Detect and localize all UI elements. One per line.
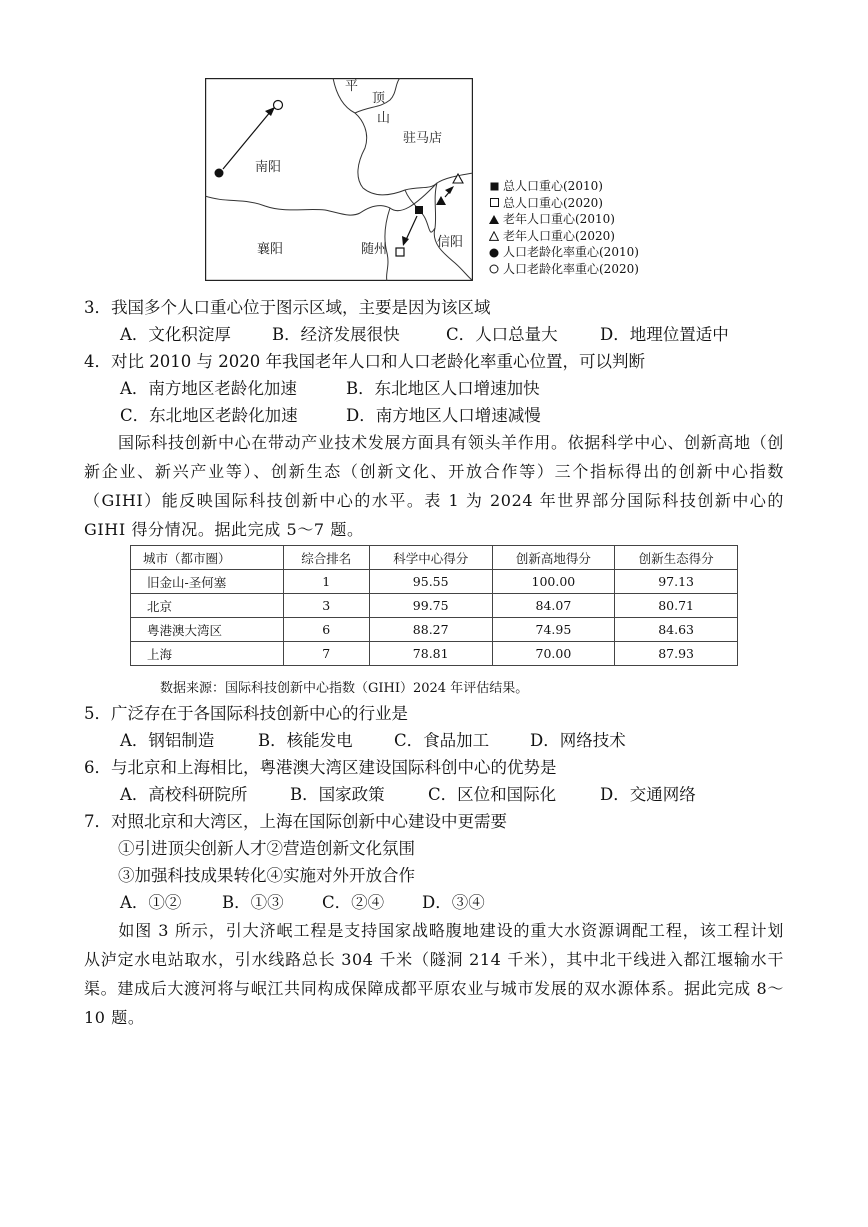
question-4-option-d[interactable]: D．南方地区人口增速减慢 [346, 406, 541, 425]
table-cell: 80.71 [615, 594, 738, 618]
table-header-cell: 城市（都市圈） [131, 546, 284, 570]
question-4-option-c[interactable]: C．东北地区老龄化加速 [120, 406, 298, 425]
table-cell: 88.27 [369, 618, 492, 642]
table-cell: 3 [283, 594, 369, 618]
table-header-row [131, 546, 738, 570]
table-cell: 7 [283, 642, 369, 666]
table-cell: 粤港澳大湾区 [131, 618, 284, 642]
map-label-ding: 顶 [372, 91, 386, 106]
map-label-xiangyang: 襄阳 [257, 242, 284, 257]
table-row [131, 642, 738, 666]
aging-rate-center-2020-marker [274, 101, 283, 110]
intro-paragraph-water-project [84, 916, 784, 1032]
map-label-zhumadian: 驻马店 [403, 131, 443, 146]
question-5-option-c[interactable]: C．食品加工 [394, 731, 490, 750]
legend-label: 人口老龄化率重心(2010) [503, 245, 639, 260]
map-label-shan: 山 [377, 111, 391, 126]
map-label-nanyang: 南阳 [255, 160, 282, 175]
legend-label: 人口老龄化率重心(2020) [503, 261, 639, 276]
table-cell: 70.00 [492, 642, 615, 666]
legend-item [488, 261, 639, 278]
legend-label: 总人口重心(2020) [503, 195, 603, 210]
table-cell: 74.95 [492, 618, 615, 642]
question-7-stem: 7．对照北京和大湾区，上海在国际创新中心建设中更需要 [84, 812, 507, 831]
intro-paragraph-water-project-text: 如图 3 所示，引大济岷工程是支持国家战略腹地建设的重大水资源调配工程，该工程计划从泸定水电站取水，引水线路总长 304 千米（隧洞 214 千米），其中北干线进入都江堰输水干渠。建成后大渡河将与岷江共同构成保障成都平原农业与城市发展的双水源体系。据此完成 8～10 题。 [84, 921, 784, 1027]
legend-item [488, 178, 639, 195]
map-label-suizhou: 随州 [361, 242, 388, 257]
question-3-stem: 3．我国多个人口重心位于图示区域，主要是因为该区域 [84, 298, 491, 317]
table-row [131, 618, 738, 642]
table-header-cell: 创新生态得分 [615, 546, 738, 570]
table-cell: 100.00 [492, 570, 615, 594]
question-5-option-d[interactable]: D．网络技术 [530, 731, 626, 750]
question-7-statements-1-2: ①引进顶尖创新人才②营造创新文化氛围 [118, 839, 415, 858]
question-5-stem: 5．广泛存在于各国际科技创新中心的行业是 [84, 704, 408, 723]
hollow-square-icon [488, 197, 500, 209]
question-4-option-b[interactable]: B．东北地区人口增速加快 [346, 379, 540, 398]
table-cell: 99.75 [369, 594, 492, 618]
total-pop-center-2010-marker [415, 206, 423, 214]
question-6-stem: 6．与北京和上海相比，粤港澳大湾区建设国际科创中心的优势是 [84, 758, 557, 777]
table-header-cell: 综合排名 [283, 546, 369, 570]
filled-triangle-icon [488, 213, 500, 225]
table-cell: 84.63 [615, 618, 738, 642]
table-cell: 上海 [131, 642, 284, 666]
question-3-option-d[interactable]: D．地理位置适中 [600, 325, 729, 344]
question-3-option-c[interactable]: C．人口总量大 [446, 325, 558, 344]
table-cell: 87.93 [615, 642, 738, 666]
gihi-score-table [130, 545, 738, 666]
question-7-option-b[interactable]: B．①③ [222, 893, 284, 912]
table-cell: 6 [283, 618, 369, 642]
legend-label: 老年人口重心(2020) [503, 228, 615, 243]
table-cell: 1 [283, 570, 369, 594]
table-source-note: 数据来源：国际科技创新中心指数（GIHI）2024 年评估结果。 [160, 681, 529, 696]
population-center-map [205, 78, 473, 281]
map-graphic [205, 78, 473, 281]
question-5-option-b[interactable]: B．核能发电 [258, 731, 353, 750]
legend-item [488, 211, 639, 228]
question-4-option-a[interactable]: A．南方地区老龄化加速 [120, 379, 297, 398]
table-header-cell: 创新高地得分 [492, 546, 615, 570]
table-row [131, 570, 738, 594]
question-4-stem: 4．对比 2010 与 2020 年我国老年人口和人口老龄化率重心位置，可以判断 [84, 352, 645, 371]
legend-label: 总人口重心(2010) [503, 179, 603, 193]
map-legend [488, 178, 639, 278]
legend-item [488, 228, 639, 245]
question-7-option-c[interactable]: C．②④ [322, 893, 385, 912]
map-label-xinyang: 信阳 [437, 235, 464, 250]
question-6-option-c[interactable]: C．区位和国际化 [428, 785, 557, 804]
question-3-option-a[interactable]: A．文化积淀厚 [120, 325, 231, 344]
question-7-option-a[interactable]: A．①② [120, 893, 182, 912]
table-cell: 95.55 [369, 570, 492, 594]
hollow-circle-icon [488, 263, 500, 275]
table-header-cell: 科学中心得分 [369, 546, 492, 570]
table-cell: 旧金山-圣何塞 [131, 570, 284, 594]
table-cell: 78.81 [369, 642, 492, 666]
map-label-ping: 平 [345, 79, 359, 94]
question-6-option-b[interactable]: B．国家政策 [290, 785, 385, 804]
total-pop-center-2020-marker [396, 248, 404, 256]
question-6-option-a[interactable]: A．高校科研院所 [120, 785, 248, 804]
hollow-triangle-icon [488, 230, 500, 242]
filled-circle-icon [488, 247, 500, 259]
legend-item [488, 195, 639, 212]
question-7-option-d[interactable]: D．③④ [422, 893, 485, 912]
question-7-statements-3-4: ③加强科技成果转化④实施对外开放合作 [118, 866, 415, 885]
filled-square-icon [488, 180, 500, 192]
question-6-option-d[interactable]: D．交通网络 [600, 785, 696, 804]
table-cell: 97.13 [615, 570, 738, 594]
table-row [131, 594, 738, 618]
question-3-option-b[interactable]: B．经济发展很快 [272, 325, 400, 344]
intro-paragraph-gihi-text: 国际科技创新中心在带动产业技术发展方面具有领头羊作用。依据科学中心、创新高地（创新企业、新兴产业等）、创新生态（创新文化、开放合作等）三个指标得出的创新中心指数（GIHI）能反映国际科技创新中心的水平。表 1 为 2024 年世界部分国际科技创新中心的 GIHI 得分情况。据此完成 5～7 题。 [84, 433, 784, 539]
aging-rate-center-2010-marker [215, 169, 224, 178]
intro-paragraph-gihi [84, 428, 784, 544]
table-cell: 84.07 [492, 594, 615, 618]
legend-label: 老年人口重心(2010) [503, 212, 615, 227]
legend-item [488, 244, 639, 261]
table-cell: 北京 [131, 594, 284, 618]
question-5-option-a[interactable]: A．钢铝制造 [120, 731, 215, 750]
